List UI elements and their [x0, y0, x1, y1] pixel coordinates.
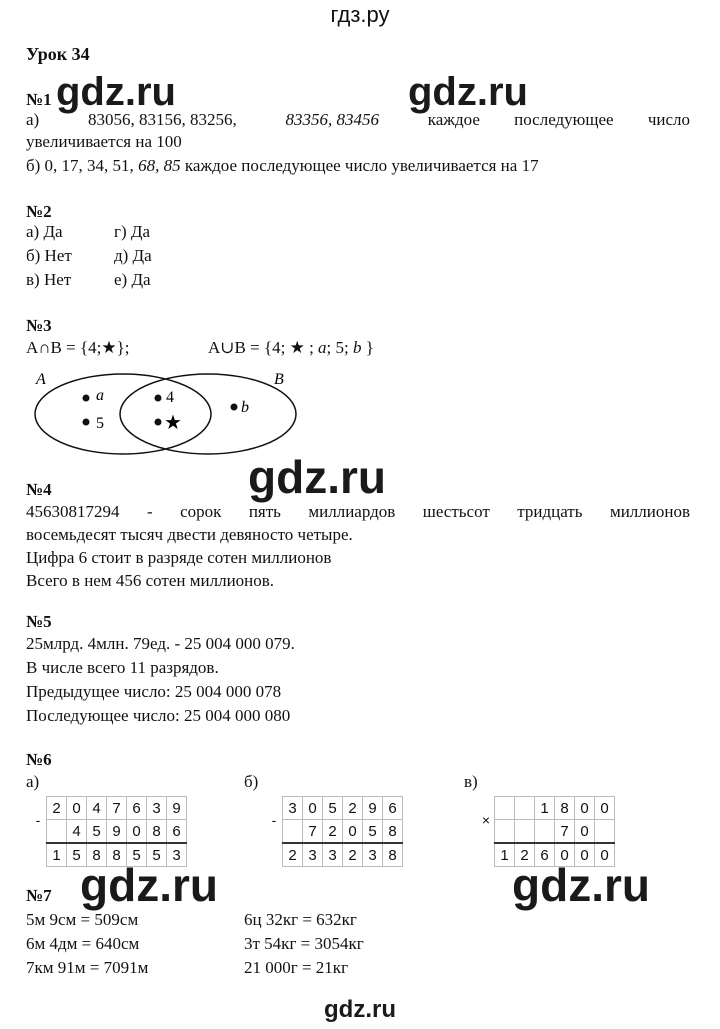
- digit: 6: [127, 797, 147, 820]
- digit: [515, 820, 535, 844]
- digit: 5: [127, 843, 147, 867]
- digit: [595, 820, 615, 844]
- digit: 9: [107, 820, 127, 844]
- task4-line1: 45630817294 - сорок пять миллиардов шестьсот тридцать миллионов: [26, 502, 690, 521]
- element-5: 5: [96, 415, 104, 432]
- task1-b-prefix: б) 0, 17, 34, 51,: [26, 156, 134, 175]
- digit: [47, 820, 67, 844]
- digit: 3: [167, 843, 187, 867]
- element-dot: [155, 395, 162, 402]
- digit: 0: [343, 820, 363, 844]
- task5-line3: Предыдущее число: 25 004 000 078: [26, 682, 282, 701]
- footer-watermark: gdz.ru: [324, 996, 396, 1023]
- digit: 3: [147, 797, 167, 820]
- union-mid: ; 5;: [326, 338, 349, 357]
- digit: 0: [67, 797, 87, 820]
- digit: 7: [303, 820, 323, 844]
- task5-line4: Последующее число: 25 004 000 080: [26, 706, 291, 725]
- digit: 3: [323, 843, 343, 867]
- task5-number: №5: [26, 612, 52, 631]
- watermark: gdz.ru: [56, 70, 176, 114]
- task1-b-rest: каждое последующее число увеличивается на 17: [184, 156, 539, 175]
- digit: 3: [303, 843, 323, 867]
- task1-a-numbers: 83056, 83156, 83256,: [87, 110, 237, 129]
- calc-a: [30, 796, 187, 867]
- watermark: gdz.ru: [512, 859, 650, 911]
- task4-number: №4: [26, 480, 52, 499]
- set-a-label: A: [36, 371, 46, 388]
- operator: -: [35, 811, 41, 828]
- task7-left-1: 5м 9см = 509см: [26, 910, 139, 929]
- digit: 5: [147, 843, 167, 867]
- digit: 6: [535, 843, 555, 867]
- union-b: b: [353, 338, 362, 357]
- digit: 5: [363, 820, 383, 844]
- digit: 1: [495, 843, 515, 867]
- task7-right-3: 21 000г = 21кг: [244, 958, 349, 977]
- digit: 8: [147, 820, 167, 844]
- star-icon: ★: [164, 410, 182, 434]
- task1-a-italic: 83356, 83456: [285, 110, 379, 129]
- task2-right: г) Да: [114, 222, 151, 241]
- digit: 4: [87, 797, 107, 820]
- task6-c-label: в): [464, 772, 478, 791]
- operator: ×: [481, 811, 491, 828]
- union-a: a: [318, 338, 327, 357]
- task1-a-rest: каждое последующее число: [427, 110, 690, 129]
- set-b-ellipse: [120, 374, 296, 454]
- digit: 3: [283, 797, 303, 820]
- task4-line4: Всего в нем 456 сотен миллионов.: [26, 571, 275, 590]
- task7-right-2: 3т 54кг = 3054кг: [244, 934, 364, 953]
- digit: 8: [555, 797, 575, 820]
- digit: 0: [575, 820, 595, 844]
- element-dot: [155, 419, 162, 426]
- task7-number: №7: [26, 886, 52, 905]
- digit: 0: [595, 843, 615, 867]
- digit: 5: [323, 797, 343, 820]
- digit: 6: [167, 820, 187, 844]
- watermark: gdz.ru: [80, 859, 218, 911]
- digit: 1: [47, 843, 67, 867]
- digit: 1: [535, 797, 555, 820]
- digit: 7: [107, 797, 127, 820]
- digit: [515, 797, 535, 820]
- digit: 2: [343, 843, 363, 867]
- task2-right: д) Да: [114, 246, 152, 265]
- digit: 6: [383, 797, 403, 820]
- task2-left: б) Нет: [26, 246, 72, 265]
- task5-line2: В числе всего 11 разрядов.: [26, 658, 219, 677]
- calc-c: [478, 796, 615, 867]
- task2-row: [26, 222, 150, 242]
- digit: 7: [555, 820, 575, 844]
- digit: 0: [575, 797, 595, 820]
- set-b-label: B: [274, 371, 284, 388]
- operator-blank: [266, 843, 283, 867]
- venn-diagram: [26, 362, 306, 462]
- task6-b-label: б): [244, 772, 259, 791]
- digit: 9: [167, 797, 187, 820]
- union-suffix: }: [365, 338, 374, 357]
- task3-number: №3: [26, 316, 52, 335]
- digit: 0: [555, 843, 575, 867]
- digit: 3: [363, 843, 383, 867]
- task1-a-prefix: а): [26, 110, 40, 129]
- watermark: gdz.ru: [248, 451, 386, 503]
- digit: 2: [515, 843, 535, 867]
- task2-left: в) Нет: [26, 270, 72, 289]
- task2-row: [26, 270, 151, 290]
- digit: [495, 820, 515, 844]
- element-a: a: [96, 387, 104, 404]
- task7-left-3: 7км 91м = 7091м: [26, 958, 149, 977]
- task1-line-a: [26, 110, 690, 130]
- element-dot: [231, 404, 238, 411]
- digit: 5: [67, 843, 87, 867]
- operator: -: [271, 811, 277, 828]
- digit: 2: [323, 820, 343, 844]
- task7-left-2: 6м 4дм = 640см: [26, 934, 140, 953]
- digit: 0: [127, 820, 147, 844]
- element-dot: [83, 419, 90, 426]
- task2-left: а) Да: [26, 222, 63, 241]
- task2-row: [26, 246, 152, 266]
- digit: 0: [575, 843, 595, 867]
- union-prefix: A∪B = {4; ★ ;: [208, 338, 314, 357]
- task5-line1: 25млрд. 4млн. 79ед. - 25 004 000 079.: [26, 634, 295, 653]
- watermark: gdz.ru: [408, 70, 528, 114]
- operator-blank: [478, 843, 495, 867]
- digit: 8: [107, 843, 127, 867]
- digit: 2: [47, 797, 67, 820]
- element-b: b: [241, 399, 249, 416]
- digit: 8: [383, 820, 403, 844]
- calc-b: [266, 796, 403, 867]
- task6-number: №6: [26, 750, 52, 769]
- task1-number: №1: [26, 90, 52, 109]
- element-4: 4: [166, 389, 174, 406]
- element-dot: [83, 395, 90, 402]
- digit: 8: [383, 843, 403, 867]
- digit: 4: [67, 820, 87, 844]
- task2-right: е) Да: [114, 270, 151, 289]
- set-a-ellipse: [35, 374, 211, 454]
- operator-blank: [30, 843, 47, 867]
- digit: 0: [303, 797, 323, 820]
- lesson-title: Урок 34: [26, 44, 90, 64]
- digit: 5: [87, 820, 107, 844]
- digit: [283, 820, 303, 844]
- task7-right-1: 6ц 32кг = 632кг: [244, 910, 357, 929]
- task3-union: [208, 338, 374, 358]
- digit: [535, 820, 555, 844]
- task1-line-b: [26, 156, 539, 176]
- task1-a-line2: увеличивается на 100: [26, 132, 182, 151]
- site-header: гдз.ру: [330, 2, 390, 27]
- task1-b-italic: 68, 85: [138, 156, 181, 175]
- task3-intersection: A∩B = {4;★};: [26, 338, 130, 357]
- digit: 8: [87, 843, 107, 867]
- task4-line2: восемьдесят тысяч двести девяносто четыре.: [26, 525, 353, 544]
- task2-number: №2: [26, 202, 52, 221]
- digit: [495, 797, 515, 820]
- digit: 2: [343, 797, 363, 820]
- digit: 2: [283, 843, 303, 867]
- digit: 0: [595, 797, 615, 820]
- task6-a-label: а): [26, 772, 40, 791]
- digit: 9: [363, 797, 383, 820]
- task4-line3: Цифра 6 стоит в разряде сотен миллионов: [26, 548, 332, 567]
